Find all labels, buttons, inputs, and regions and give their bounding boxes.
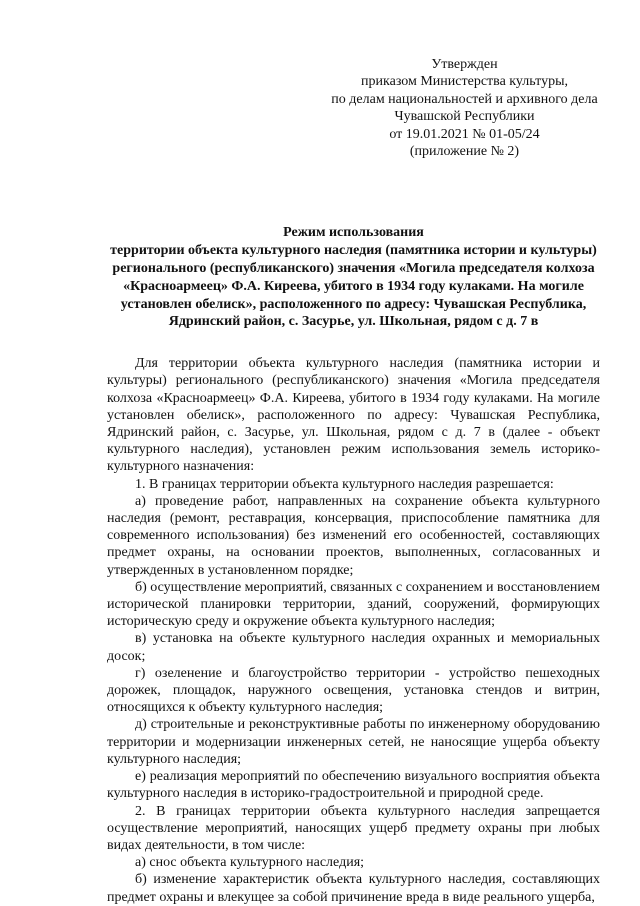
approval-stamp (329, 56, 600, 160)
paragraph-item-1a: а) проведение работ, направленных на сохранение объекта культурного наследия (ремонт, реставрация, консервация, приспособление памятника для современного использования) без изменений его особенностей, составляющих предмет охраны, на основании проектов, выполненных, согласованных и утвержденных в установленном порядке; (107, 493, 600, 578)
paragraph-item-1v: в) установка на объекте культурного наследия охранных и мемориальных досок; (107, 631, 600, 664)
paragraph-intro: Для территории объекта культурного наследия (памятника истории и культуры) регионального (республиканского) значения «Могила председателя колхоза «Красноармеец» Ф.А. Киреева, убитого в 1934 году кулаками. На могиле установлен обелиск», расположенного по адресу: Чувашская Республика, Ядринский район, с. Засурье, ул. Школьная, рядом с д. 7 в (далее - объект культурного наследия), установлен режим использования земель историко-культурного назначения: (107, 356, 600, 475)
approval-line: от 19.01.2021 № 01-05/24 (389, 126, 540, 142)
paragraph-item-1d: д) строительные и реконструктивные работы по инженерному оборудованию территории и модернизации инженерных сетей, не наносящие ущерба объекту культурного наследия; (107, 717, 600, 767)
document-body (107, 355, 600, 906)
paragraph-section-1: 1. В границах территории объекта культурного наследия разрешается: (135, 476, 554, 492)
title-subheading: территории объекта культурного наследия (памятника истории и культуры) регионального (республиканского) значения «Могила председателя колхоза «Красноармеец» Ф.А. Киреева, убитого в 1934 году кулаками. На могиле установлен обелиск», расположенного по адресу: Чувашская Республика, Ядринский район, с. Засурье, ул. Школьная, рядом с д. 7 в (110, 243, 597, 330)
paragraph-item-1g: г) озеленение и благоустройство территории - устройство пешеходных дорожек, площадок, наружного освещения, установка стендов и витрин, относящихся к объекту культурного наследия; (107, 665, 600, 716)
approval-line: Чувашской Республики (394, 109, 535, 125)
paragraph-section-2: 2. В границах территории объекта культурного наследия запрещается осуществление мероприятий, наносящих ущерб предмету охраны при любых видах деятельности, в том числе: (107, 803, 600, 853)
paragraph-item-2b: б) изменение характеристик объекта культурного наследия, составляющих предмет охраны и влекущее за собой причинение вреда в виде реального ущерба, (107, 872, 600, 905)
paragraph-item-2a: а) снос объекта культурного наследия; (135, 855, 365, 871)
approval-line: Утвержден (431, 57, 498, 72)
approval-line: приказом Министерства культуры, (361, 74, 568, 90)
approval-line: по делам национальностей и архивного дела (331, 91, 598, 107)
paragraph-item-1e: е) реализация мероприятий по обеспечению визуального восприятия объекта культурного наследия в историко-градостроительной и природной среде. (107, 769, 600, 802)
paragraph-item-1b: б) осуществление мероприятий, связанных с сохранением и восстановлением исторической планировки территории, зданий, сооружений, формирующих историческую среду и окружение объекта культурного наследия; (107, 579, 600, 630)
title-heading: Режим использования (283, 225, 424, 241)
document-title (107, 224, 600, 331)
approval-line: (приложение № 2) (409, 144, 520, 160)
